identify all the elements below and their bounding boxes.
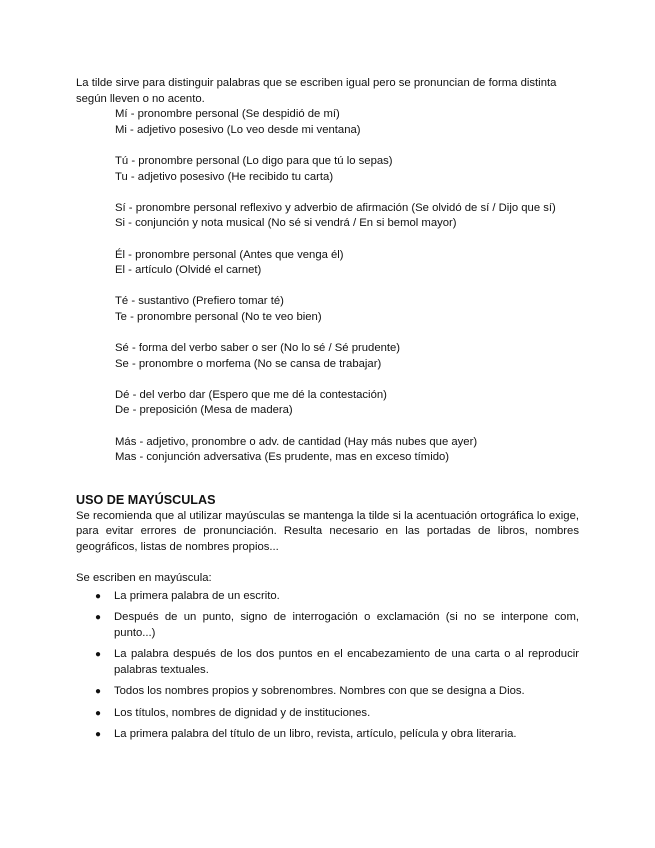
plain-form: El - artículo (Olvidé el carnet) [115, 264, 262, 277]
intro-line-1: La tilde sirve para distinguir palabras que se escriben igual pero se pronuncian de forma distinta [76, 77, 557, 89]
plain-form: De - preposición (Mesa de madera) [115, 404, 293, 417]
plain-form: Te - pronombre personal (No te veo bien) [115, 310, 322, 323]
accent-pair [115, 388, 579, 419]
intro-line-2: según lleven o no acento. [76, 92, 205, 105]
accent-pair [115, 154, 579, 185]
accented-form: Más - adjetivo, pronombre o adv. de cantidad (Hay más nubes que ayer) [115, 435, 478, 448]
plain-form: Mas - conjunción adversativa (Es prudente, mas en exceso tímido) [115, 451, 450, 464]
list-item-text: La palabra después de los dos puntos en el encabezamiento de una carta o al reproducir palabras textuales. [114, 648, 579, 676]
list-item-text: Los títulos, nombres de dignidad y de instituciones. [114, 706, 371, 719]
accent-pair [115, 248, 579, 279]
intro-paragraph [76, 76, 579, 107]
list-intro: Se escriben en mayúscula: [76, 572, 212, 585]
list-item [95, 610, 579, 641]
accented-form: Él - pronombre personal (Antes que venga él) [115, 248, 344, 261]
list-item [95, 727, 579, 743]
accented-form: Té - sustantivo (Prefiero tomar té) [115, 295, 284, 308]
capitalization-rules-list [76, 589, 579, 743]
list-item [95, 706, 579, 722]
list-item-text: La primera palabra del título de un libro, revista, artículo, película y obra literaria. [114, 727, 517, 740]
bullet-icon: ● [95, 649, 102, 661]
accented-form: Tú - pronombre personal (Lo digo para que tú lo sepas) [115, 154, 393, 167]
section-heading: USO DE MAYÚSCULAS [76, 492, 216, 507]
accented-form: Dé - del verbo dar (Espero que me dé la contestación) [115, 388, 387, 401]
list-item [95, 647, 579, 678]
bullet-icon: ● [95, 590, 102, 602]
list-item-text: La primera palabra de un escrito. [114, 589, 280, 602]
list-item [95, 589, 579, 605]
list-item-text: Después de un punto, signo de interrogación o exclamación (si no se interpone com, punto...) [114, 611, 579, 639]
accented-form: Sí - pronombre personal reflexivo y adverbio de afirmación (Se olvidó de sí / Dijo que sí) [115, 201, 556, 214]
bullet-icon: ● [95, 686, 102, 698]
bullet-icon: ● [95, 728, 102, 740]
accented-form: Mí - pronombre personal (Se despidió de mí) [115, 108, 340, 121]
section-paragraph: Se recomienda que al utilizar mayúsculas se mantenga la tilde si la acentuación ortográfica lo exige, para evitar errores de pronunciación. Resulta necesario en las portadas de libros, nombres geográficos, listas de nombres propios... [76, 509, 579, 554]
accent-pair [115, 294, 579, 325]
bullet-icon: ● [95, 612, 102, 624]
accent-pair [115, 201, 579, 232]
plain-form: Si - conjunción y nota musical (No sé si vendrá / En si bemol mayor) [115, 217, 457, 230]
plain-form: Mi - adjetivo posesivo (Lo veo desde mi ventana) [115, 123, 361, 136]
list-item [95, 684, 579, 700]
accented-form: Sé - forma del verbo saber o ser (No lo sé / Sé prudente) [115, 342, 401, 355]
list-item-text: Todos los nombres propios y sobrenombres. Nombres con que se designa a Dios. [114, 685, 525, 698]
accent-pair [115, 435, 579, 466]
plain-form: Tu - adjetivo posesivo (He recibido tu carta) [115, 170, 334, 183]
accent-pairs-list [115, 107, 579, 466]
plain-form: Se - pronombre o morfema (No se cansa de trabajar) [115, 357, 382, 370]
bullet-icon: ● [95, 707, 102, 719]
accent-pair [115, 107, 579, 138]
accent-pair [115, 341, 579, 372]
